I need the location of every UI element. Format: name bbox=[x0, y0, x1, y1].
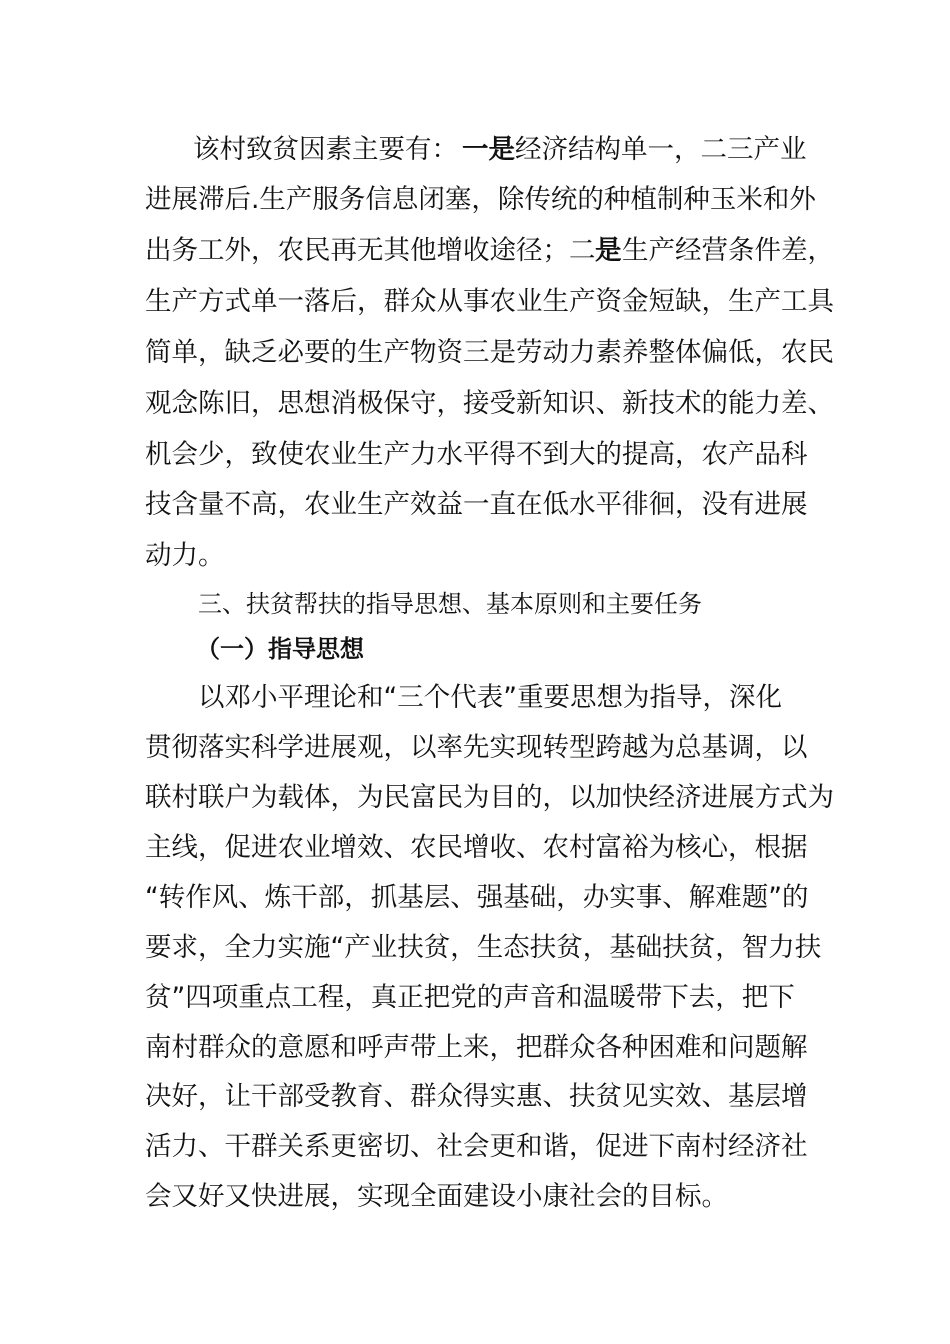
paragraph-2-line-5-text: “转作风、炼干部，抓基层、强基础，办实事、解难题”的 bbox=[145, 882, 809, 913]
paragraph-1-line-9 bbox=[0, 536, 950, 576]
paragraph-2-line-1 bbox=[0, 678, 950, 718]
paragraph-2-line-9-text: 决好，让干部受教育、群众得实惠、扶贫见实效、基层增 bbox=[145, 1081, 808, 1112]
paragraph-1-line-3-emphasis: 是 bbox=[595, 235, 622, 266]
paragraph-2-line-5 bbox=[0, 878, 950, 918]
section-heading bbox=[0, 584, 950, 624]
paragraph-2-line-2-text: 贯彻落实科学进展观，以率先实现转型跨越为总基调，以 bbox=[145, 732, 808, 763]
paragraph-2-line-3-text: 联村联户为载体，为民富民为目的，以加快经济进展方式为 bbox=[145, 782, 834, 813]
paragraph-1-line-8 bbox=[0, 485, 950, 525]
paragraph-2-line-8 bbox=[0, 1028, 950, 1068]
subsection-heading-text: （一）指导思想 bbox=[196, 635, 364, 663]
paragraph-1-line-5-text: 简单，缺乏必要的生产物资三是劳动力素养整体偏低，农民 bbox=[145, 337, 834, 368]
paragraph-1-line-3-text-a: 出务工外，农民再无其他增收途径；二 bbox=[145, 235, 596, 266]
paragraph-1-line-8-text: 技含量不高，农业生产效益一直在低水平徘徊，没有进展 bbox=[145, 489, 808, 520]
paragraph-2-line-10 bbox=[0, 1127, 950, 1167]
paragraph-1-line-1-text-a: 该村致贫因素主要有： bbox=[193, 134, 458, 165]
paragraph-1-line-3 bbox=[0, 231, 950, 271]
paragraph-1-line-9-text: 动力。 bbox=[145, 540, 225, 571]
paragraph-2-line-4-text: 主线，促进农业增效、农民增收、农村富裕为核心，根据 bbox=[145, 832, 808, 863]
paragraph-2-line-4 bbox=[0, 828, 950, 868]
paragraph-1-line-7-text: 机会少，致使农业生产力水平得不到大的提高，农产品科 bbox=[145, 439, 808, 470]
paragraph-2-line-10-text: 活力、干群关系更密切、社会更和谐，促进下南村经济社 bbox=[145, 1131, 808, 1162]
paragraph-1-line-4 bbox=[0, 282, 950, 322]
paragraph-1-line-1 bbox=[0, 130, 950, 170]
paragraph-1-line-2-text: 进展滞后.生产服务信息闭塞，除传统的种植制种玉米和外 bbox=[145, 184, 816, 215]
paragraph-1-line-7 bbox=[0, 435, 950, 475]
paragraph-2-line-7-text: 贫”四项重点工程，真正把党的声音和温暖带下去，把下 bbox=[145, 982, 795, 1013]
paragraph-1-line-5 bbox=[0, 333, 950, 373]
paragraph-1-line-1-text-b: 经济结构单一，二三产业 bbox=[515, 134, 807, 165]
paragraph-1-line-3-text-b: 生产经营条件差， bbox=[622, 235, 834, 266]
paragraph-2-line-1-text: 以邓小平理论和“三个代表”重要思想为指导，深化 bbox=[198, 682, 782, 713]
paragraph-2-line-2 bbox=[0, 728, 950, 768]
paragraph-2-line-11 bbox=[0, 1177, 950, 1217]
paragraph-2-line-7 bbox=[0, 978, 950, 1018]
paragraph-1-line-4-text: 生产方式单一落后，群众从事农业生产资金短缺，生产工具 bbox=[145, 286, 834, 317]
paragraph-2-line-8-text: 南村群众的意愿和呼声带上来，把群众各种困难和问题解 bbox=[145, 1032, 808, 1063]
paragraph-2-line-11-text: 会又好又快进展，实现全面建设小康社会的目标。 bbox=[145, 1181, 728, 1212]
paragraph-2-line-6 bbox=[0, 928, 950, 968]
paragraph-1-line-2 bbox=[0, 180, 950, 220]
paragraph-2-line-6-text: 要求，全力实施“产业扶贫，生态扶贫，基础扶贫，智力扶 bbox=[145, 932, 822, 963]
paragraph-2-line-3 bbox=[0, 778, 950, 818]
paragraph-1-line-1-emphasis: 一是 bbox=[462, 134, 515, 165]
section-heading-text: 三、扶贫帮扶的指导思想、基本原则和主要任务 bbox=[198, 590, 702, 618]
subsection-heading bbox=[0, 629, 950, 669]
paragraph-1-line-6-text: 观念陈旧，思想消极保守，接受新知识、新技术的能力差、 bbox=[145, 388, 834, 419]
paragraph-2-line-9 bbox=[0, 1077, 950, 1117]
paragraph-1-line-6 bbox=[0, 384, 950, 424]
